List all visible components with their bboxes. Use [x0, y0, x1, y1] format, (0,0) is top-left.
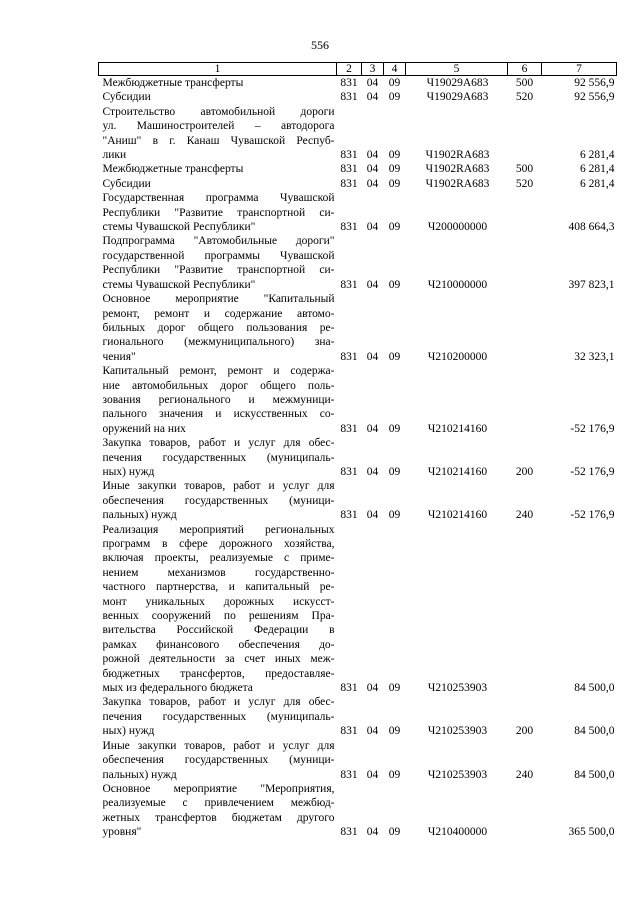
row-name-line: Республики "Развитие транспортной си- — [102, 206, 335, 219]
row-expense-type — [508, 292, 542, 364]
row-name-line: ных) нужд — [102, 725, 155, 738]
row-ministry-code: 831 — [340, 91, 358, 104]
row-subsection-code: 09 — [388, 350, 401, 363]
row-subsection-code: 09 — [388, 465, 401, 478]
row-subsection-code: 09 — [388, 682, 401, 695]
header-cell-2: 2 — [337, 63, 362, 76]
row-expense-type: 200 — [515, 465, 534, 478]
row-name-line: Закупка товаров, работ и услуг для обес- — [102, 696, 335, 709]
row-amount: 397 823,1 — [568, 278, 615, 291]
header-cell-5: 5 — [406, 63, 508, 76]
row-expense-type — [508, 234, 542, 292]
row-target-code: Ч210400000 — [427, 826, 488, 839]
row-name-line: "Аниш" в г. Канаш Чувашской Респуб- — [102, 134, 335, 147]
budget-table — [98, 62, 617, 840]
row-ministry-code: 831 — [340, 422, 358, 435]
row-subsection-code: 09 — [388, 278, 401, 291]
row-name-line: ремонт, ремонт и содержание автомо- — [102, 307, 335, 320]
table-row — [99, 364, 617, 436]
row-section-code: 04 — [366, 278, 379, 291]
row-name-line: Межбюджетные трансферты — [102, 163, 244, 176]
table-row — [99, 292, 617, 364]
row-name-line: нением механизмов государственно- — [102, 566, 335, 579]
table-row — [99, 695, 617, 738]
row-name — [99, 177, 337, 191]
row-target-code: Ч19029А683 — [426, 91, 489, 104]
row-section-code: 04 — [366, 422, 379, 435]
row-name-line: Субсидии — [102, 91, 151, 104]
row-section-code: 04 — [366, 149, 379, 162]
row-name — [99, 234, 337, 292]
row-expense-type: 500 — [515, 163, 534, 176]
row-expense-type: 240 — [515, 768, 534, 781]
row-ministry-code: 831 — [340, 826, 358, 839]
row-amount: 84 500,0 — [574, 768, 615, 781]
row-name-line: рожной деятельности за счет иных меж- — [102, 653, 335, 666]
row-ministry-code: 831 — [340, 221, 358, 234]
table-row — [99, 523, 617, 696]
row-name-line: Республики "Развитие транспортной си- — [102, 264, 335, 277]
row-expense-type — [508, 364, 542, 436]
row-ministry-code: 831 — [340, 163, 358, 176]
header-cell-7: 7 — [542, 63, 617, 76]
row-amount: 6 281,4 — [580, 163, 615, 176]
row-target-code: Ч210000000 — [427, 278, 488, 291]
row-section-code: 04 — [366, 465, 379, 478]
row-subsection-code: 09 — [388, 177, 401, 190]
row-name-line: чения" — [102, 350, 136, 363]
row-name — [99, 782, 337, 840]
row-name-line: пального значения и искусственных со- — [102, 408, 335, 421]
row-name-line: жетных трансфертов бюджетам другого — [102, 811, 335, 824]
row-target-code: Ч19029А683 — [426, 77, 489, 89]
row-name — [99, 479, 337, 522]
row-name-line: Реализация мероприятий региональных — [102, 523, 335, 536]
row-name-line: частного партнерства, и капитальный ре- — [102, 581, 335, 594]
row-amount: -52 176,9 — [570, 465, 615, 478]
row-expense-type — [508, 782, 542, 840]
table-row — [99, 105, 617, 163]
row-name-line: печения государственных (муниципаль- — [102, 710, 335, 723]
row-name-line: Иные закупки товаров, работ и услуг для — [102, 480, 335, 493]
row-target-code: Ч1902RA683 — [425, 177, 490, 190]
row-name — [99, 695, 337, 738]
row-ministry-code: 831 — [340, 177, 358, 190]
row-name-line: стемы Чувашской Республики" — [102, 221, 256, 234]
row-name-line: стемы Чувашской Республики" — [102, 278, 256, 291]
table-row — [99, 191, 617, 234]
row-expense-type — [508, 191, 542, 234]
row-name-line: Закупка товаров, работ и услуг для обес- — [102, 437, 335, 450]
row-target-code: Ч210253903 — [427, 725, 488, 738]
row-ministry-code: 831 — [340, 350, 358, 363]
table-row — [99, 90, 617, 104]
row-ministry-code: 831 — [340, 77, 358, 89]
row-name-line: ных) нужд — [102, 465, 155, 478]
row-amount: 365 500,0 — [568, 826, 615, 839]
row-amount: -52 176,9 — [570, 509, 615, 522]
row-section-code: 04 — [366, 725, 379, 738]
row-expense-type: 240 — [515, 509, 534, 522]
row-name — [99, 739, 337, 782]
row-subsection-code: 09 — [388, 826, 401, 839]
row-name-line: оружений на них — [102, 422, 186, 435]
header-cell-3: 3 — [362, 63, 384, 76]
row-section-code: 04 — [366, 509, 379, 522]
row-name-line: Субсидии — [102, 177, 151, 190]
row-subsection-code: 09 — [388, 422, 401, 435]
row-expense-type: 500 — [515, 77, 534, 89]
row-subsection-code: 09 — [388, 149, 401, 162]
row-section-code: 04 — [366, 91, 379, 104]
row-ministry-code: 831 — [340, 149, 358, 162]
row-amount: 84 500,0 — [574, 725, 615, 738]
row-name — [99, 162, 337, 176]
table-row — [99, 739, 617, 782]
table-row — [99, 782, 617, 840]
row-section-code: 04 — [366, 768, 379, 781]
row-section-code: 04 — [366, 826, 379, 839]
row-section-code: 04 — [366, 350, 379, 363]
table-row — [99, 479, 617, 522]
table-row — [99, 436, 617, 479]
row-name-line: мых из федерального бюджета — [102, 682, 253, 695]
header-row — [99, 63, 617, 76]
row-name-line: монт уникальных дорожных искусст- — [102, 595, 335, 608]
row-name-line: Государственная программа Чувашской — [102, 192, 335, 205]
row-subsection-code: 09 — [388, 509, 401, 522]
row-target-code: Ч210214160 — [427, 465, 488, 478]
row-section-code: 04 — [366, 682, 379, 695]
header-cell-1: 1 — [99, 63, 337, 76]
row-ministry-code: 831 — [340, 465, 358, 478]
row-target-code: Ч210253903 — [427, 682, 488, 695]
row-subsection-code: 09 — [388, 91, 401, 104]
table-row — [99, 234, 617, 292]
row-subsection-code: 09 — [388, 768, 401, 781]
row-ministry-code: 831 — [340, 725, 358, 738]
row-name — [99, 90, 337, 104]
row-section-code: 04 — [366, 177, 379, 190]
row-name-line: Основное мероприятие "Капитальный — [102, 293, 335, 306]
row-name-line: обеспечения государственных (муници- — [102, 494, 335, 507]
row-name-line: лики — [102, 149, 127, 162]
table-row — [99, 76, 617, 91]
row-section-code: 04 — [366, 221, 379, 234]
row-ministry-code: 831 — [340, 278, 358, 291]
row-amount: 32 323,1 — [574, 350, 615, 363]
table-body — [99, 76, 617, 840]
row-name-line: пальных) нужд — [102, 509, 177, 522]
header-cell-6: 6 — [508, 63, 542, 76]
row-name — [99, 523, 337, 696]
row-name-line: бильных дорог общего пользования ре- — [102, 321, 335, 334]
row-ministry-code: 831 — [340, 509, 358, 522]
row-amount: 6 281,4 — [580, 177, 615, 190]
table-row — [99, 162, 617, 176]
row-name — [99, 436, 337, 479]
row-name-line: Строительство автомобильной дороги — [102, 105, 335, 118]
row-name-line: обеспечения государственных (муници- — [102, 754, 335, 767]
row-amount: -52 176,9 — [570, 422, 615, 435]
row-target-code: Ч210214160 — [427, 509, 488, 522]
row-amount: 92 556,9 — [574, 77, 615, 89]
row-name-line: Иные закупки товаров, работ и услуг для — [102, 739, 335, 752]
row-name — [99, 364, 337, 436]
row-subsection-code: 09 — [388, 163, 401, 176]
row-subsection-code: 09 — [388, 221, 401, 234]
row-amount: 92 556,9 — [574, 91, 615, 104]
row-amount: 84 500,0 — [574, 682, 615, 695]
row-name-line: уровня" — [102, 826, 142, 839]
row-expense-type — [508, 105, 542, 163]
row-name-line: пальных) нужд — [102, 768, 177, 781]
row-subsection-code: 09 — [388, 725, 401, 738]
table-row — [99, 177, 617, 191]
row-name-line: государственной программы Чувашской — [102, 249, 335, 262]
row-name-line: зования регионального и межмуници- — [102, 393, 335, 406]
row-name-line: вительства Российской Федерации в — [102, 624, 335, 637]
row-subsection-code: 09 — [388, 77, 401, 89]
row-name — [99, 105, 337, 163]
row-target-code: Ч210214160 — [427, 422, 488, 435]
row-name-line: печения государственных (муниципаль- — [102, 451, 335, 464]
row-name-line: реализуемые с привлечением межбюд- — [102, 797, 335, 810]
row-target-code: Ч210253903 — [427, 768, 488, 781]
row-target-code: Ч1902RA683 — [425, 163, 490, 176]
row-name-line: ние автомобильных дорог общего поль- — [102, 379, 335, 392]
row-name-line: венных сооружений по решениям Пра- — [102, 610, 335, 623]
row-name-line: Капитальный ремонт, ремонт и содержа- — [102, 365, 335, 378]
row-target-code: Ч200000000 — [427, 221, 488, 234]
row-expense-type — [508, 523, 542, 696]
row-name — [99, 191, 337, 234]
row-target-code: Ч1902RA683 — [425, 149, 490, 162]
row-section-code: 04 — [366, 163, 379, 176]
row-section-code: 04 — [366, 77, 379, 89]
row-name — [99, 76, 337, 91]
page-number: 556 — [311, 38, 329, 52]
row-expense-type: 520 — [515, 177, 534, 190]
row-name-line: Межбюджетные трансферты — [102, 77, 244, 89]
row-name-line: программ в сфере дорожного хозяйства, — [102, 538, 335, 550]
row-name-line: бюджетных трансфертов, предоставляе- — [102, 667, 335, 680]
row-name-line: Подпрограмма "Автомобильные дороги" — [102, 235, 335, 248]
row-amount: 6 281,4 — [580, 149, 615, 162]
header-cell-4: 4 — [384, 63, 406, 76]
row-target-code: Ч210200000 — [427, 350, 488, 363]
row-name — [99, 292, 337, 364]
row-name-line: ул. Машиностроителей – автодорога — [102, 120, 335, 133]
row-expense-type: 520 — [515, 91, 534, 104]
row-name-line: рамках финансового обеспечения до- — [102, 638, 335, 651]
row-name-line: включая проекты, реализуемые с приме- — [102, 552, 335, 565]
row-ministry-code: 831 — [340, 768, 358, 781]
row-amount: 408 664,3 — [568, 221, 615, 234]
row-expense-type: 200 — [515, 725, 534, 738]
row-name-line: гионального (межмуниципального) зна- — [102, 336, 335, 349]
table-header — [99, 63, 617, 76]
row-ministry-code: 831 — [340, 682, 358, 695]
row-name-line: Основное мероприятие "Мероприятия, — [102, 782, 335, 795]
